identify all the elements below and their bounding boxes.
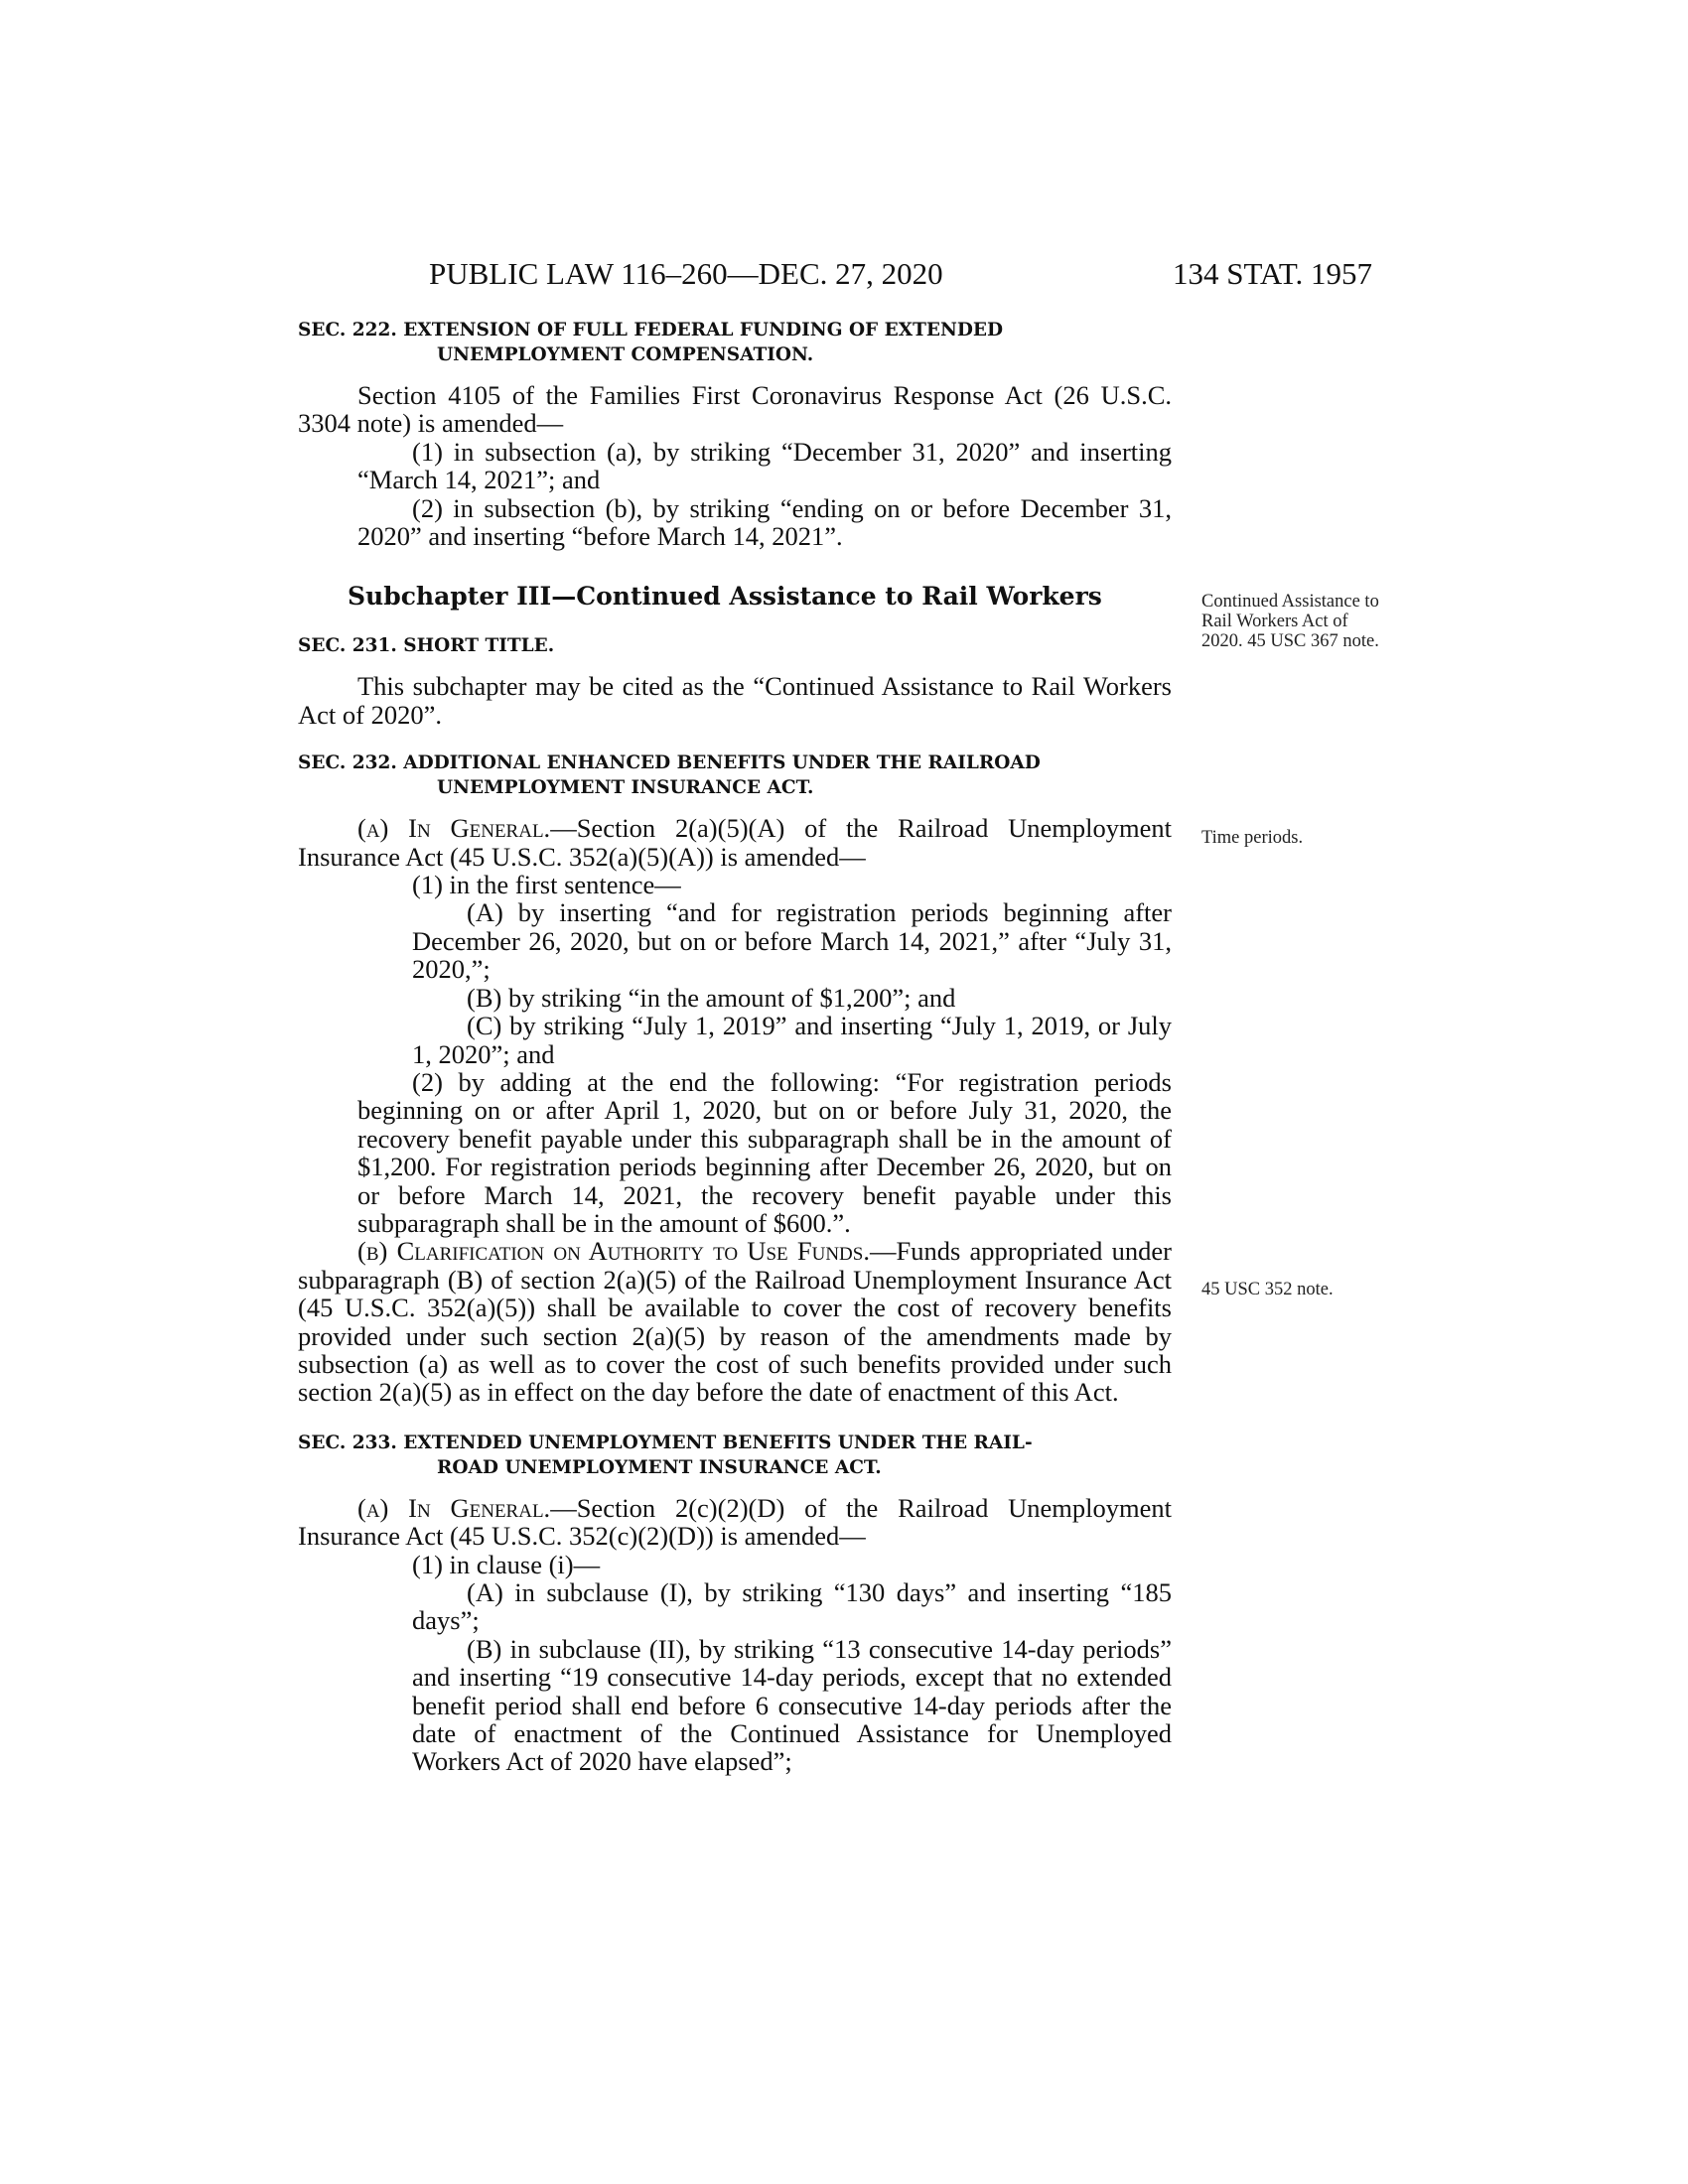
- margin-note-time-periods: Time periods.: [1201, 828, 1304, 848]
- sec-233-a: [298, 1494, 1172, 1551]
- sec-231-heading: SEC. 231. SHORT TITLE.: [298, 635, 555, 657]
- sec-232-heading-line2: UNEMPLOYMENT INSURANCE ACT.: [437, 777, 814, 799]
- sec-232-a-2: (2) by adding at the end the following: “For registration periods beginning on or after April 1, 2020, but on or before July 31, 2020, the recovery benefit payable under this subparagraph shall be in the amount of $1,200. For registration periods beginning after December 26, 2020, but on or before March 14, 2021, the recovery benefit payable under this subparagraph shall be in the amount of $600.”.: [357, 1066, 1172, 1238]
- sec-232-a-1: (1) in the first sentence—: [412, 870, 681, 900]
- sec-232-a-1-C: (C) by striking “July 1, 2019” and inserting “July 1, 2019, or July 1, 2020”; and: [412, 1011, 1172, 1069]
- sec-232-heading-line1: SEC. 232. ADDITIONAL ENHANCED BENEFITS UNDER THE RAILROAD: [298, 752, 1041, 774]
- sec-233-a-text: —Section 2(c)(2)(D) of the Railroad Unemployment Insurance Act (45 U.S.C. 352(c)(2)(D)) is amended—: [298, 1492, 1172, 1552]
- sec-233-heading-line2: ROAD UNEMPLOYMENT INSURANCE ACT.: [437, 1456, 882, 1478]
- sec-232-b-text: —Funds appropriated under subparagraph (B) of section 2(a)(5) of the Railroad Unemployment Insurance Act (45 U.S.C. 352(a)(5)) shall be available to cover the cost of recovery benefits provided under such section 2(a)(5) by reason of the amendments made by subsection (a) as well as to cover the cost of such benefits provided under such section 2(a)(5) as in effect on the day before the date of enactment of this Act.: [298, 1236, 1172, 1408]
- margin-note-45usc352: 45 USC 352 note.: [1201, 1280, 1334, 1299]
- sec-222-item-2: (2) in subsection (b), by striking “ending on or before December 31, 2020” and inserting “before March 14, 2021”.: [357, 492, 1172, 552]
- law-title: PUBLIC LAW 116–260—DEC. 27, 2020: [429, 256, 943, 291]
- running-header: [429, 254, 1372, 294]
- sec-232-b: [298, 1237, 1172, 1406]
- sec-222-item-1: (1) in subsection (a), by striking “December 31, 2020” and inserting “March 14, 2021”; and: [357, 436, 1172, 495]
- sec-222-intro: Section 4105 of the Families First Coronavirus Response Act (26 U.S.C. 3304 note) is amended—: [298, 380, 1172, 439]
- sec-232-heading: [298, 751, 1172, 800]
- sec-233-heading: [298, 1431, 1172, 1480]
- sec-232-a-text: —Section 2(a)(5)(A) of the Railroad Unemployment Insurance Act (45 U.S.C. 352(a)(5)(A)) is amended—: [298, 813, 1172, 872]
- sec-232-a-label: (a) In General.: [357, 813, 551, 844]
- sec-233-a-1: (1) in clause (i)—: [412, 1549, 601, 1579]
- sec-232-a-1-A-text: (A) by inserting “and for registration periods beginning after December 26, 2020, but on or before March 14, 2021,” after “July 31, 2020,”;: [412, 897, 1172, 985]
- subchapter-title: Subchapter III—Continued Assistance to Rail Workers: [348, 582, 1102, 612]
- margin-note-short-title: Continued Assistance to Rail Workers Act of 2020. 45 USC 367 note.: [1201, 592, 1379, 651]
- sec-231-text: This subchapter may be cited as the “Continued Assistance to Rail Workers Act of 2020”.: [298, 671, 1172, 730]
- document-body: [298, 318, 1172, 1776]
- sec-233-heading-line1: SEC. 233. EXTENDED UNEMPLOYMENT BENEFITS UNDER THE RAIL-: [298, 1432, 1033, 1453]
- sec-233-a-1-B: (B) in subclause (II), by striking “13 consecutive 14-day periods” and inserting “19 consecutive 14-day periods, except that no extended benefit period shall end before 6 consecutive 14-day periods after the date of enactment of the Continued Assistance for Unemployed Workers Act of 2020 have elapsed”;: [412, 1633, 1172, 1777]
- sec-233-a-1-A: (A) in subclause (I), by striking “130 days” and inserting “185 days”;: [412, 1577, 1172, 1636]
- sec-232-b-label: (b) Clarification on Authority to Use Funds.: [357, 1236, 870, 1267]
- sec-222-heading: [298, 318, 1172, 367]
- sec-222-heading-line2: UNEMPLOYMENT COMPENSATION.: [437, 344, 814, 365]
- sec-233-a-label: (a) In General.: [357, 1492, 551, 1523]
- sec-232-a-1-B: (B) by striking “in the amount of $1,200”; and: [467, 982, 956, 1013]
- sec-232-a-1-A: [243, 898, 1172, 983]
- stat-page: 134 STAT. 1957: [1172, 256, 1372, 291]
- sec-222-heading-line1: SEC. 222. EXTENSION OF FULL FEDERAL FUNDING OF EXTENDED: [298, 320, 1004, 341]
- sec-232-a: [298, 814, 1172, 871]
